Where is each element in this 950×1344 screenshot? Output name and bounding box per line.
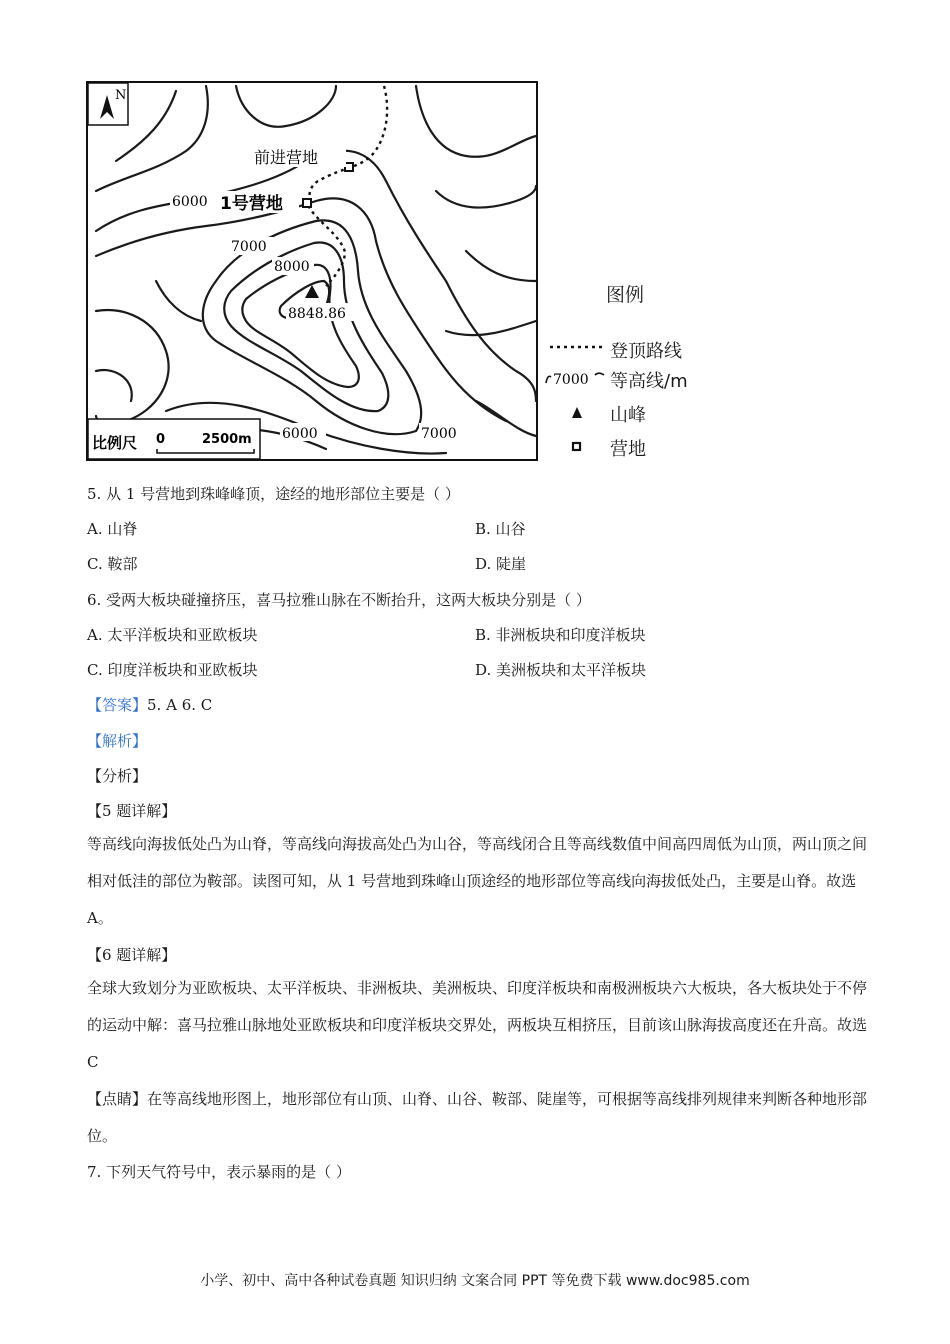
legend-label-camp: 营地	[610, 439, 646, 460]
contour-map	[86, 81, 538, 461]
answer-tag: 【答案】	[87, 696, 148, 714]
contour-label-8000: 8000	[274, 259, 310, 275]
legend-item-camp	[544, 433, 724, 459]
contour-line-icon	[544, 365, 606, 391]
detail5-text: 等高线向海拔低处凸为山脊，等高线向海拔高处凸为山谷，等高线闭合且等高线数值中间高四周低为山顶，两山顶之间相对低洼的部位为鞍部。读图可知，从 1 号营地到珠峰山顶途经的地形部位等高线向海拔低处凸，主要是山脊。故选 A。	[87, 835, 868, 927]
analysis-tag: 【解析】	[87, 732, 148, 750]
peak-legend-icon	[544, 399, 606, 425]
tip-paragraph	[87, 1081, 877, 1155]
legend-item-route	[544, 335, 724, 361]
north-label: N	[115, 88, 127, 103]
legend-label-peak: 山峰	[610, 405, 646, 426]
tip-text: 在等高线地形图上，地形部位有山顶、山脊、山谷、鞍部、陡崖等，可根据等高线排列规律来判断各种地形部位。	[87, 1090, 868, 1145]
q5-option-d: D. 陡崖	[475, 555, 527, 573]
detail6-title: 【6 题详解】	[87, 946, 177, 964]
camp-legend-icon	[544, 433, 606, 459]
q5-option-c: C. 鞍部	[87, 555, 138, 573]
detail5-title: 【5 题详解】	[87, 802, 177, 820]
q6-stem: 6. 受两大板块碰撞挤压，喜马拉雅山脉在不断抬升，这两大板块分别是（ ）	[87, 591, 591, 609]
q5-stem: 5. 从 1 号营地到珠峰峰顶，途经的地形部位主要是（ ）	[87, 485, 460, 503]
answer-text: 5. A 6. C	[147, 696, 213, 714]
camp1-marker	[303, 199, 311, 207]
advance-camp-marker	[345, 163, 353, 171]
legend-title: 图例	[606, 284, 645, 306]
scale-label: 比例尺	[92, 434, 138, 452]
contour-label-6000-left: 6000	[172, 194, 208, 210]
analysis-fenxi: 【分析】	[87, 767, 148, 785]
tip-tag: 【点睛】	[87, 1090, 148, 1108]
contour-label-6000-bottom: 6000	[282, 426, 318, 442]
map-legend	[544, 276, 724, 466]
detail6-text: 全球大致划分为亚欧板块、太平洋板块、非洲板块、美洲板块、印度洋板块和南极洲板块六大板块，各大板块处于不停的运动中解：喜马拉雅山脉地处亚欧板块和印度洋板块交界处，两板块互相挤压，目前该山脉海拔高度还在升高。故选 C	[87, 979, 868, 1071]
dotted-route-icon	[544, 335, 606, 361]
answer-line	[87, 695, 212, 715]
legend-item-contour	[544, 365, 724, 391]
contour-label-7000-left: 7000	[231, 239, 267, 255]
contour-label-7000-bottom: 7000	[421, 426, 457, 442]
q6-option-b: B. 非洲板块和印度洋板块	[475, 626, 646, 644]
peak-elevation-label: 8848.86	[288, 306, 346, 322]
q5-option-b: B. 山谷	[475, 520, 526, 538]
advance-camp-label: 前进营地	[254, 148, 319, 167]
contour-map-svg	[86, 81, 538, 461]
scale-zero: 0	[156, 432, 166, 447]
q5-option-a: A. 山脊	[87, 520, 138, 538]
q6-option-c: C. 印度洋板块和亚欧板块	[87, 661, 258, 679]
q6-option-d: D. 美洲板块和太平洋板块	[475, 661, 647, 679]
footer-text: 小学、初中、高中各种试卷真题 知识归纳 文案合同 PPT 等免费下载 www.doc985.com	[200, 1273, 750, 1289]
q7-stem: 7. 下列天气符号中，表示暴雨的是（ ）	[87, 1163, 351, 1181]
legend-item-peak	[544, 399, 724, 425]
legend-contour-sample: 7000	[553, 372, 589, 388]
q6-option-a: A. 太平洋板块和亚欧板块	[87, 626, 258, 644]
legend-label-route: 登顶路线	[610, 341, 682, 362]
legend-label-contour: 等高线/m	[610, 371, 688, 392]
camp1-label: 1号营地	[220, 194, 283, 214]
scale-value: 2500m	[202, 432, 252, 447]
